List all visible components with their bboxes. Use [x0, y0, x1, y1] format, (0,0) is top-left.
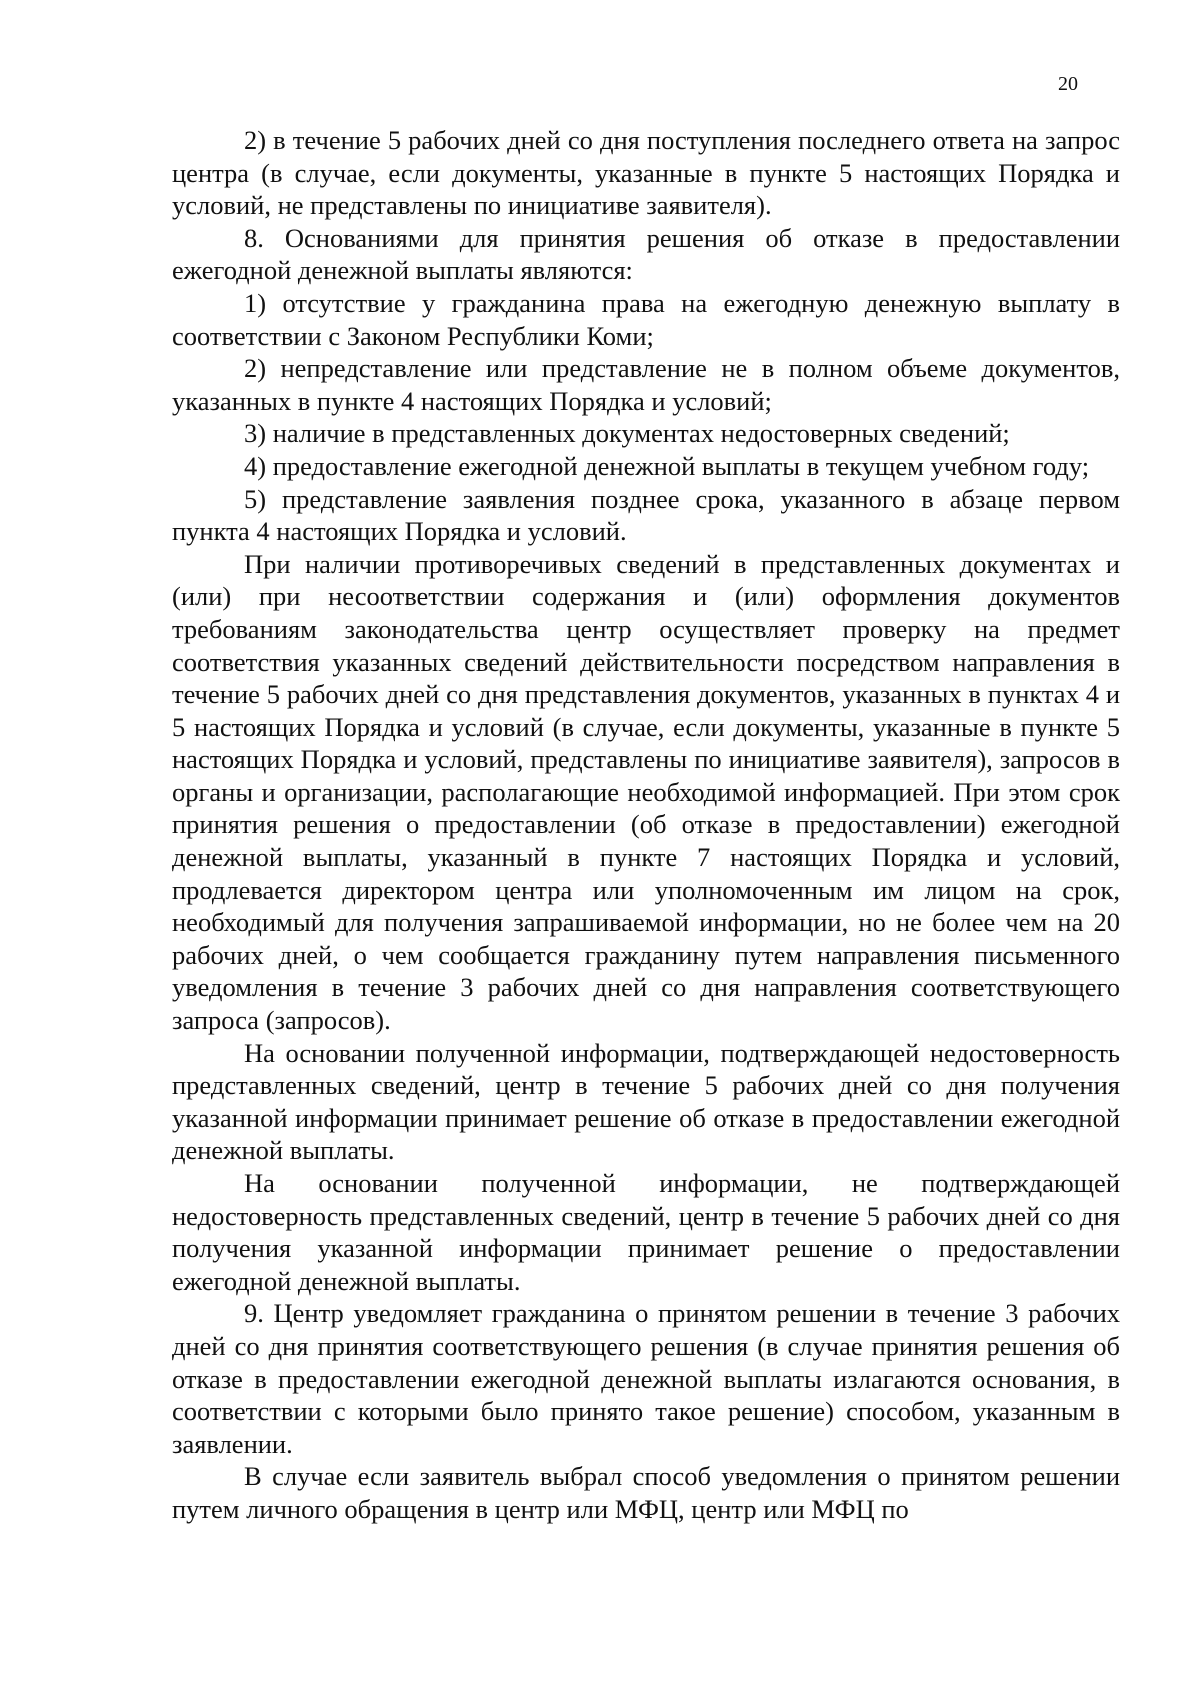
- paragraph: 5) представление заявления позднее срока, указанного в абзаце первом пункта 4 настоящих Порядка и условий.: [172, 483, 1120, 547]
- paragraph: При наличии противоречивых сведений в представленных документах и (или) при несоответствии содержания и (или) оформления документов требованиям законодательства центр осуществляет проверку на предмет соответствия указанных сведений действительности посредством направления в течение 5 рабочих дней со дня представления документов, указанных в пунктах 4 и 5 настоящих Порядка и условий (в случае, если документы, указанные в пункте 5 настоящих Порядка и условий, представлены по инициативе заявителя), запросов в органы и организации, располагающие необходимой информацией. При этом срок принятия решения о предоставлении (об отказе в предоставлении) ежегодной денежной выплаты, указанный в пункте 7 настоящих Порядка и условий, продлевается директором центра или уполномоченным им лицом на срок, необходимый для получения запрашиваемой информации, но не более чем на 20 рабочих дней, о чем сообщается гражданину путем направления письменного уведомления в течение 3 рабочих дней со дня направления соответствующего запроса (запросов).: [172, 548, 1120, 1036]
- paragraph: 3) наличие в представленных документах недостоверных сведений;: [244, 418, 1010, 449]
- paragraph: На основании полученной информации, подтверждающей недостоверность представленных сведений, центр в течение 5 рабочих дней со дня получения указанной информации принимает решение об отказе в предоставлении ежегодной денежной выплаты.: [172, 1037, 1120, 1166]
- paragraph: В случае если заявитель выбрал способ уведомления о принятом решении путем личного обращения в центр или МФЦ, центр или МФЦ по: [172, 1461, 1120, 1524]
- paragraph: 1) отсутствие у гражданина права на ежегодную денежную выплату в соответствии с Законом Республики Коми;: [172, 287, 1120, 351]
- paragraph: 8. Основаниями для принятия решения об отказе в предоставлении ежегодной денежной выплаты являются:: [172, 222, 1120, 286]
- paragraph: 2) непредставление или представление не в полном объеме документов, указанных в пункте 4 настоящих Порядка и условий;: [172, 353, 1120, 416]
- paragraph: На основании полученной информации, не подтверждающей недостоверность представленных сведений, центр в течение 5 рабочих дней со дня получения указанной информации принимает решение о предоставлении ежегодной денежной выплаты.: [172, 1168, 1120, 1296]
- page-number: 20: [1058, 73, 1078, 95]
- paragraph: 9. Центр уведомляет гражданина о принятом решении в течение 3 рабочих дней со дня принятия соответствующего решения (в случае принятия решения об отказе в предоставлении ежегодной денежной выплаты излагаются основания, в соответствии с которыми было принято такое решение) способом, указанным в заявлении.: [172, 1298, 1120, 1459]
- paragraph: 2) в течение 5 рабочих дней со дня поступления последнего ответа на запрос центра (в случае, если документы, указанные в пункте 5 настоящих Порядка и условий, не представлены по инициативе заявителя).: [172, 125, 1120, 221]
- paragraph: 4) предоставление ежегодной денежной выплаты в текущем учебном году;: [244, 450, 1090, 481]
- document-body: [172, 124, 1120, 1526]
